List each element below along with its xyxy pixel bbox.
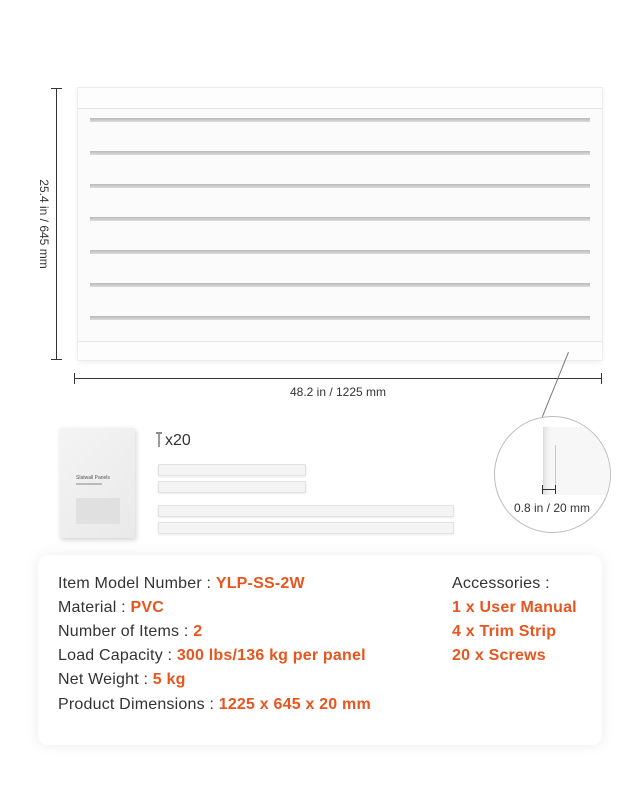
width-dimension-line [74,378,602,379]
manual-cover-line [76,483,102,485]
screw-icon [158,432,160,447]
zoom-leader-line [542,352,569,417]
spec-card [38,555,602,745]
spec-load-capacity [58,647,366,665]
panel-slat [90,118,590,122]
spec-number-of-items [58,623,202,641]
trim-strip-image [158,481,306,493]
zoom-panel-edge [543,427,611,495]
spec-value: 2 [193,623,203,640]
height-dimension-label: 25.4 in / 645 mm [37,179,51,269]
screw-count-label: x20 [165,432,191,449]
panel-slat [90,217,590,221]
spec-label: Net Weight : [58,671,153,688]
panel-slat [90,283,590,287]
accessory-item-screws: 20 x Screws [452,647,546,664]
spec-label: Item Model Number : [58,575,216,592]
spec-label: Material : [58,599,131,616]
spec-net-weight [58,671,186,689]
trim-strip-image [158,522,454,534]
panel-slat [90,151,590,155]
spec-label: Load Capacity : [58,647,177,664]
panel-slat [90,250,590,254]
spec-material [58,599,164,617]
spec-value: 5 kg [152,671,186,688]
panel-top-edge [78,88,602,109]
thickness-zoom-detail [494,416,611,533]
trim-strip-image [158,505,454,517]
manual-cover-block [76,498,120,524]
width-dimension-label: 48.2 in / 1225 mm [289,385,387,399]
height-dimension-line [56,88,57,360]
spec-value: 300 lbs/136 kg per panel [176,647,366,664]
trim-strip-image [158,464,306,476]
thickness-dimension-line [542,489,556,490]
zoom-slot-line [555,445,556,485]
spec-product-dimensions [58,696,371,714]
panel-bottom-edge [78,341,602,360]
manual-cover-title: Slatwall Panels [76,475,110,481]
accessory-item-user-manual: 1 x User Manual [452,599,577,616]
accessories-heading: Accessories : [452,575,550,592]
spec-value: PVC [130,599,164,616]
accessory-item-trim-strip: 4 x Trim Strip [452,623,557,640]
spec-label: Number of Items : [58,623,194,640]
thickness-dimension-label: 0.8 in / 20 mm [513,501,591,515]
panel-slat [90,316,590,320]
slatwall-panel-image [78,88,602,360]
spec-label: Product Dimensions : [58,696,219,713]
spec-value: YLP-SS-2W [215,575,305,592]
spec-value: 1225 x 645 x 20 mm [218,696,371,713]
spec-model-number [58,575,305,593]
user-manual-image [60,428,135,538]
panel-slat [90,184,590,188]
